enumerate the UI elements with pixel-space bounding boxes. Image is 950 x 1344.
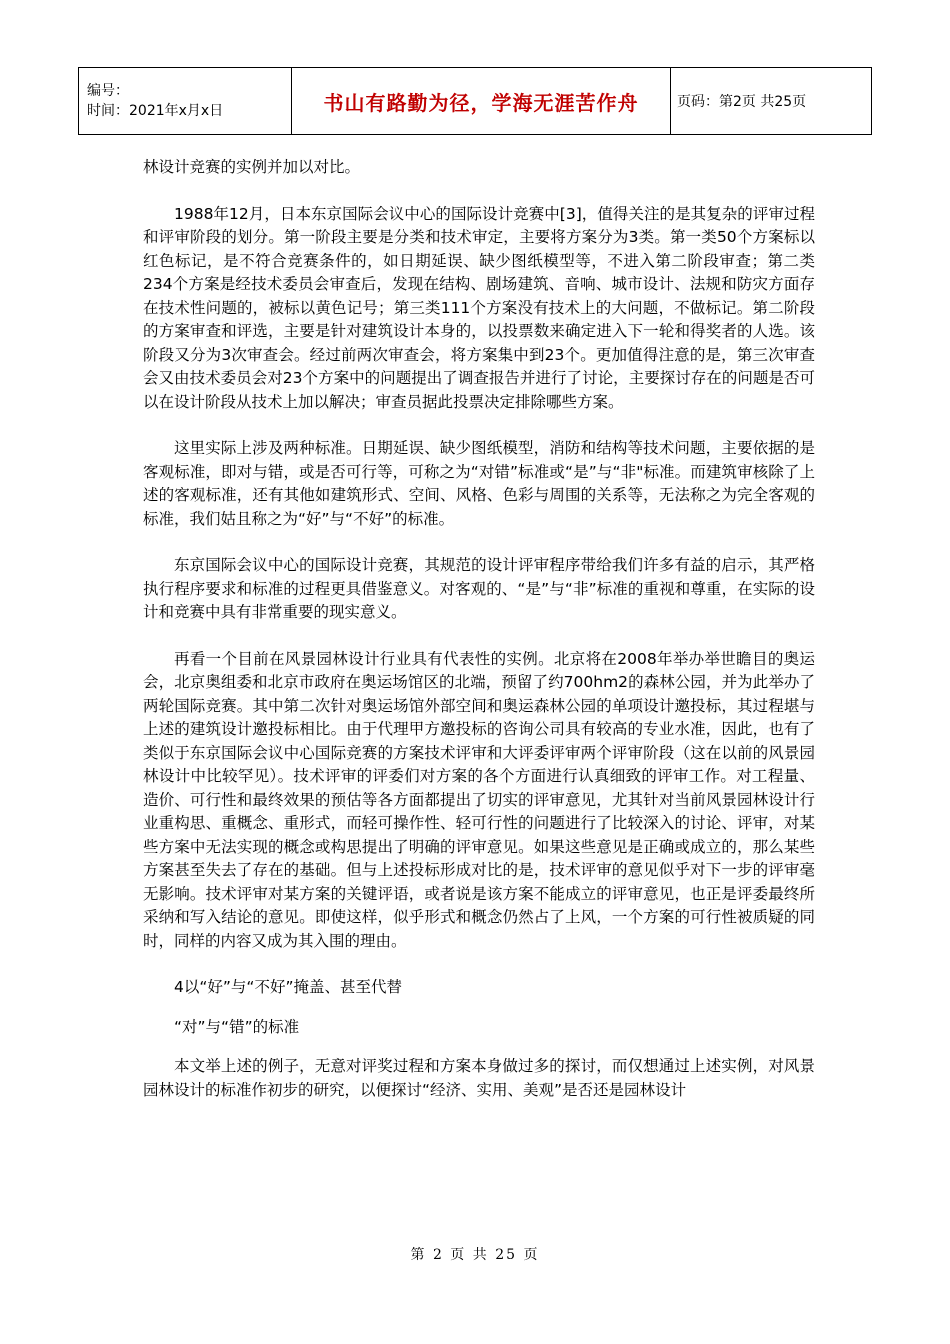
body-paragraph: 林设计竞赛的实例并加以对比。 (143, 158, 361, 176)
header-meta-cell (79, 68, 292, 135)
header-page-info: 页码：第2页 共25页 (671, 68, 872, 135)
body-paragraph: 再看一个目前在风景园林设计行业具有代表性的实例。北京将在2008年举办举世瞻目的奥运会，北京奥组委和北京市政府在奥运场馆区的北端，预留了约700hm2的森林公园，并为此举办了两轮国际竞赛。其中第二次针对奥运场馆外部空间和奥运森林公园的单项设计邀投标，其过程堪与上述的建筑设计邀投标相比。由于代理甲方邀投标的咨询公司具有较高的专业水准，因此，也有了类似于东京国际会议中心国际竞赛的方案技术评审和大评委评审两个评审阶段（这在以前的风景园林设计中比较罕见）。技术评审的评委们对方案的各个方面进行认真细致的评审工作。对工程量、造价、可行性和最终效果的预估等各方面都提出了切实的评审意见，尤其针对当前风景园林设计行业重构思、重概念、重形式，而轻可操作性、轻可行性的问题进行了比较深入的讨论、评审，对某些方案中无法实现的概念或构思提出了明确的评审意见。如果这些意见是正确或成立的，那么某些方案甚至失去了存在的基础。但与上述投标形成对比的是，技术评审的意见似乎对下一步的评审毫无影响。技术评审对某方案的关键评语，或者说是该方案不能成立的评审意见，也正是评委最终所采纳和写入结论的意见。即使这样，似乎形式和概念仍然占了上风，一个方案的可行性被质疑的同时，同样的内容又成为其入围的理由。 (143, 649, 815, 950)
body-paragraph: 东京国际会议中心的国际设计竞赛，其规范的设计评审程序带给我们许多有益的启示，其严格执行程序要求和标准的过程更具借鉴意义。对客观的、“是”与“非”标准的重视和尊重，在实际的设计和竞赛中具有非常重要的现实意义。 (143, 556, 815, 621)
document-body (143, 156, 815, 1125)
section-heading: 4以“好”与“不好”掩盖、甚至代替 (174, 978, 402, 996)
body-paragraph: 本文举上述的例子，无意对评奖过程和方案本身做过多的探讨，而仅想通过上述实例，对风景园林设计的标准作初步的研究，以便探讨“经济、实用、美观”是否还是园林设计 (143, 1057, 815, 1099)
body-paragraph: 1988年12月，日本东京国际会议中心的国际设计竞赛中[3]，值得关注的是其复杂的评审过程和评审阶段的划分。第一阶段主要是分类和技术审定，主要将方案分为3类。第一类50个方案标以红色标记，是不符合竞赛条件的，如日期延误、缺少图纸模型等，不进入第二阶段审查；第二类234个方案是经技术委员会审查后，发现在结构、剧场建筑、音响、城市设计、法规和防灾方面存在技术性问题的，被标以黄色记号；第三类111个方案没有技术上的大问题，不做标记。第二阶段的方案审查和评选，主要是针对建筑设计本身的，以投票数来确定进入下一轮和得奖者的人选。该阶段又分为3次审查会。经过前两次审查会，将方案集中到23个。更加值得注意的是，第三次审查会又由技术委员会对23个方案中的问题提出了调查报告并进行了讨论，主要探讨存在的问题是否可以在设计阶段从技术上加以解决；审查员据此投票决定排除哪些方案。 (143, 204, 815, 411)
body-paragraph: 这里实际上涉及两种标准。日期延误、缺少图纸模型，消防和结构等技术问题，主要依据的是客观标准，即对与错，或是否可行等，可称之为“对错”标准或“是”与“非"标准。而建筑审核除了上述的客观标准，还有其他如建筑形式、空间、风格、色彩与周围的关系等，无法称之为完全客观的标准，我们姑且称之为“好”与“不好”的标准。 (143, 439, 815, 528)
page-header (78, 67, 872, 135)
document-number-label: 编号： (87, 83, 129, 99)
page-footer: 第 2 页 共 25 页 (410, 1247, 540, 1263)
document-date: 时间：2021年x月x日 (87, 103, 224, 119)
section-heading-continued: “对”与“错”的标准 (174, 1017, 300, 1036)
header-motto: 书山有路勤为径，学海无涯苦作舟 (292, 68, 671, 135)
